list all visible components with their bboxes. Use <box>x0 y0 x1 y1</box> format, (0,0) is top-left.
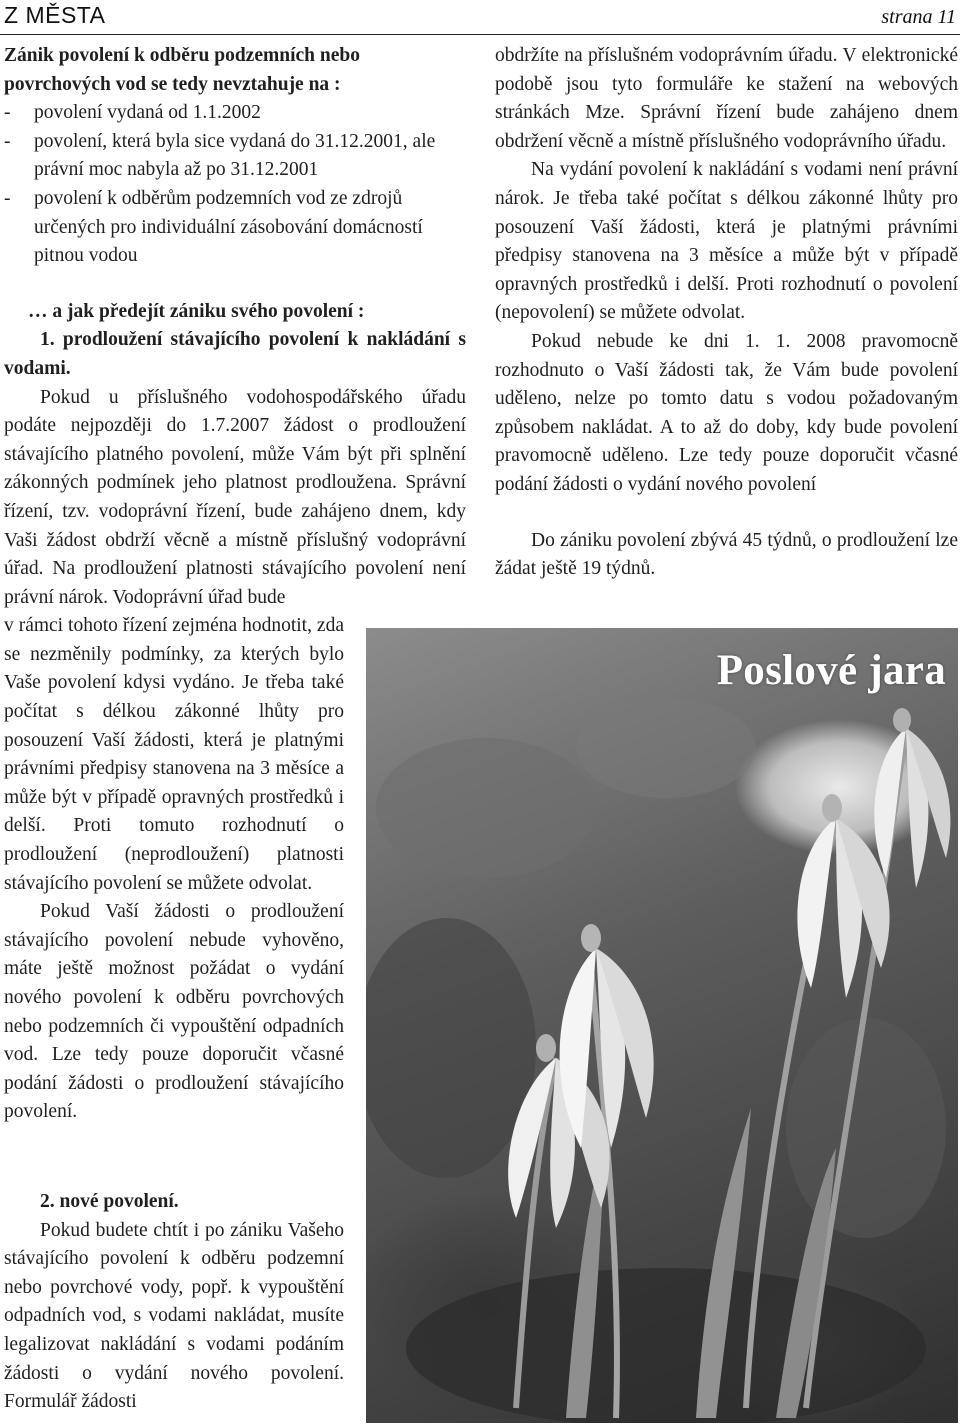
section-title: Z MĚSTA <box>4 2 106 28</box>
paragraph: Pokud budete chtít i po zániku Vašeho stávajícího povolení k odběru podzemní nebo povrchové vody, popř. k vypouštění odpadních vod, s vodami nakládat, musíte legalizovat nakládání s vodami podáním žádosti o vydání nového povolení. Formulář žádosti <box>4 1219 344 1413</box>
paragraph: v rámci tohoto řízení zejména hodnotit, zda se nezměnily podmínky, za kterých bylo Vaše povolení kdysi vydáno. Je třeba také počítat s délkou zákonné lhůty pro posouzení Vaší žádosti, která je platnými právními předpisy stanovena na 3 měsíce a může být v případě opravných prostředků i delší. Proti tomuto rozhodnutí o prodloužení (neprodloužení) platnosti stávajícího povolení se můžete odvolat. <box>4 615 344 894</box>
bullet-dash: - <box>4 187 11 209</box>
snowdrop-flower <box>560 924 654 1148</box>
bullet-text: povolení vydaná od 1.1.2002 <box>34 102 261 124</box>
bullet-item <box>4 185 466 271</box>
snowdrop-flower <box>874 708 950 888</box>
bullet-text: povolení, která byla sice vydaná do 31.12.2001, ale právní moc nabyla až po 31.12.2001 <box>34 130 436 181</box>
bullet-dash: - <box>4 130 11 152</box>
heading-zanik: Zánik povolení k odběru podzemních nebo povrchových vod se tedy nevztahuje na : <box>4 45 360 95</box>
right-column <box>495 42 958 584</box>
heading-predejit: … a jak předejít zániku svého povolení : <box>28 300 365 322</box>
subheading-nove-povoleni: 2. nové povolení. <box>40 1191 179 1212</box>
page-number: strana 11 <box>881 6 956 28</box>
subheading-prodlouzeni: 1. prodloužení stávajícího povolení k nakládání s vodami. <box>4 329 466 379</box>
paragraph-countdown: Do zániku povolení zbývá 45 týdnů, o prodloužení lze žádat ještě 19 týdnů. <box>495 529 958 580</box>
photo-caption: Poslové jara <box>716 647 946 694</box>
bullet-item <box>4 99 466 128</box>
paragraph: Na vydání povolení k nakládání s vodami není právní nárok. Je třeba také počítat s délkou zákonné lhůty pro posouzení Vaší žádosti, která je platnými právními předpisy stanovena na 3 měsíce a může být v případě opravných prostředků i delší. Proti rozhodnutí o povolení (nepovolení) se můžete odvolat. <box>495 159 958 324</box>
bullet-text: povolení k odběrům podzemních vod ze zdrojů určených pro individuální zásobování domácností pitnou vodou <box>34 187 423 267</box>
paragraph: Pokud nebude ke dni 1. 1. 2008 pravomocně rozhodnuto o Vaší žádosti tak, že Vám bude povolení uděleno, nelze po tomto datu s vodou požadovaným způsobem nakládat. A to až do doby, kdy bude povolení pravomocně uděleno. Lze tedy pouze doporučit včasné podání žádosti o vydání nového povolení <box>495 330 958 495</box>
left-lower-column <box>4 1188 344 1417</box>
page-header <box>0 0 960 35</box>
paragraph: obdržíte na příslušném vodoprávním úřadu. V elektronické podobě jsou tyto formuláře ke stažení na webových stránkách Mze. Správní řízení bude zahájeno dnem obdržení věcně a místně příslušného vodoprávního úřadu. <box>495 45 958 152</box>
bullet-item <box>4 128 466 185</box>
paragraph: Pokud Vaší žádosti o prodloužení stávajícího povolení nebude vyhověno, máte ještě možnost požádat o vydání nového povolení k odběru povrchových nebo podzemních či vypouštění odpadních vod. Lze tedy pouze doporučit včasné podání žádosti o prodloužení stávajícího povolení. <box>4 901 344 1123</box>
snowdrop-illustration <box>366 628 958 1423</box>
bullet-dash: - <box>4 102 11 124</box>
snowdrop-photo <box>366 628 958 1423</box>
paragraph: Pokud u příslušného vodohospodářského úřadu podáte nejpozději do 1.7.2007 žádost o prodloužení stávajícího platného povolení, může Vám být při splnění zákonných podmínek jeho platnost prodloužena. Správní řízení, tzv. vodoprávní řízení, bude zahájeno dnem, kdy Vaši žádost obdrží věcně a místně příslušný vodoprávní úřad. Na prodloužení platnosti stávajícího povolení není právní nárok. Vodoprávní úřad bude <box>4 386 466 608</box>
